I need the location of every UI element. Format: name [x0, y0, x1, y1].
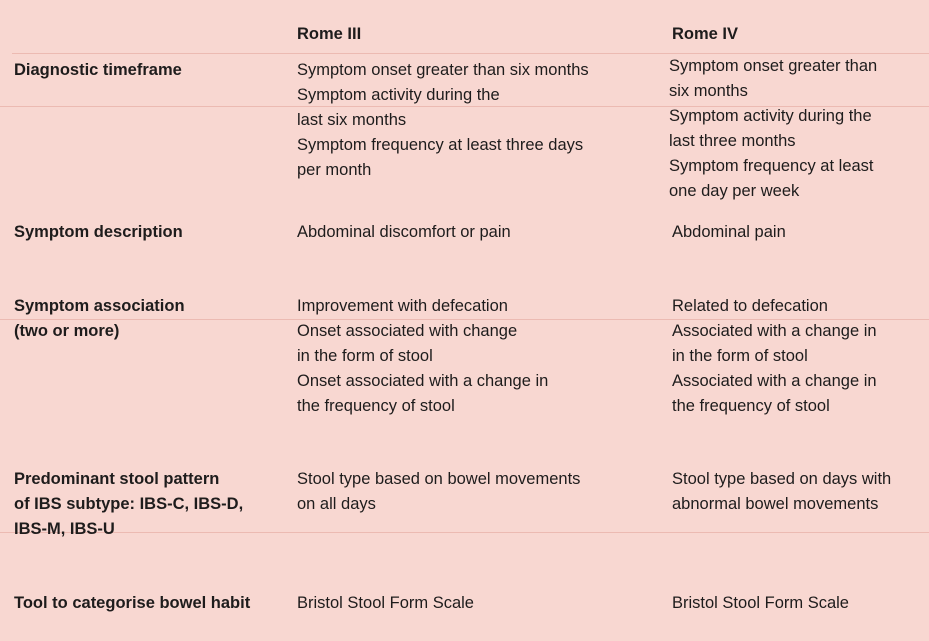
rome-iii-predominant-stool-pattern: [297, 467, 580, 517]
cell-line: Related to defecation: [672, 297, 828, 315]
rome-iv-predominant-stool-pattern: [672, 467, 891, 517]
label-line: Symptom description: [14, 223, 183, 241]
row-label-tool-to-categorise-bowel-habit: [14, 591, 250, 616]
cell-line: Associated with a change in: [672, 372, 877, 390]
cell-line: Bristol Stool Form Scale: [297, 594, 474, 612]
cell-line: Stool type based on bowel movements: [297, 470, 581, 488]
rome-iii-diagnostic-timeframe: [297, 58, 589, 183]
cell-line: Improvement with defecation: [297, 297, 508, 315]
cell-line: Symptom onset greater than: [669, 57, 878, 75]
label-line: Diagnostic timeframe: [14, 61, 182, 79]
rome-iv-symptom-description: [672, 220, 786, 245]
row-label-symptom-description: [14, 220, 183, 245]
cell-line: Symptom onset greater than six months: [297, 61, 589, 79]
rome-iii-symptom-association: [297, 294, 548, 419]
rome-iii-symptom-description: [297, 220, 511, 245]
cell-line: Associated with a change in: [672, 322, 877, 340]
cell-line: Abdominal discomfort or pain: [297, 223, 511, 241]
cell-line: Abdominal pain: [672, 223, 786, 241]
rome-iv-tool-to-categorise-bowel-habit: [672, 591, 849, 616]
cell-line: Stool type based on days with: [672, 470, 892, 488]
cell-line: on all days: [297, 495, 376, 513]
rome-iv-diagnostic-timeframe: [669, 54, 877, 204]
row-label-predominant-stool-pattern: [14, 467, 243, 542]
label-line: Tool to categorise bowel habit: [14, 594, 251, 612]
column-header-rome-iii: Rome III: [297, 25, 362, 43]
cell-line: Symptom activity during the: [669, 107, 872, 125]
rome-iv-symptom-association: [672, 294, 877, 419]
cell-line: Symptom activity during the: [297, 86, 500, 104]
cell-line: in the form of stool: [672, 347, 808, 365]
row-label-symptom-association: [14, 294, 185, 344]
label-line: Symptom association: [14, 297, 185, 315]
label-line: of IBS subtype: IBS-C, IBS-D,: [14, 495, 244, 513]
cell-line: six months: [669, 82, 748, 100]
cell-line: in the form of stool: [297, 347, 433, 365]
label-line: IBS-M, IBS-U: [14, 520, 115, 538]
cell-line: the frequency of stool: [672, 397, 830, 415]
cell-line: Symptom frequency at least three days: [297, 136, 584, 154]
cell-line: Bristol Stool Form Scale: [672, 594, 849, 612]
cell-line: per month: [297, 161, 372, 179]
column-header-rome-iv: Rome IV: [672, 25, 739, 43]
cell-line: Onset associated with a change in: [297, 372, 549, 390]
label-line: Predominant stool pattern: [14, 470, 220, 488]
cell-line: last three months: [669, 132, 796, 150]
cell-line: one day per week: [669, 182, 800, 200]
row-label-diagnostic-timeframe: [14, 58, 182, 83]
rome-iii-tool-to-categorise-bowel-habit: [297, 591, 474, 616]
cell-line: abnormal bowel movements: [672, 495, 879, 513]
cell-line: last six months: [297, 111, 407, 129]
cell-line: Symptom frequency at least: [669, 157, 874, 175]
cell-line: Onset associated with change: [297, 322, 518, 340]
cell-line: the frequency of stool: [297, 397, 455, 415]
label-line: (two or more): [14, 322, 120, 340]
